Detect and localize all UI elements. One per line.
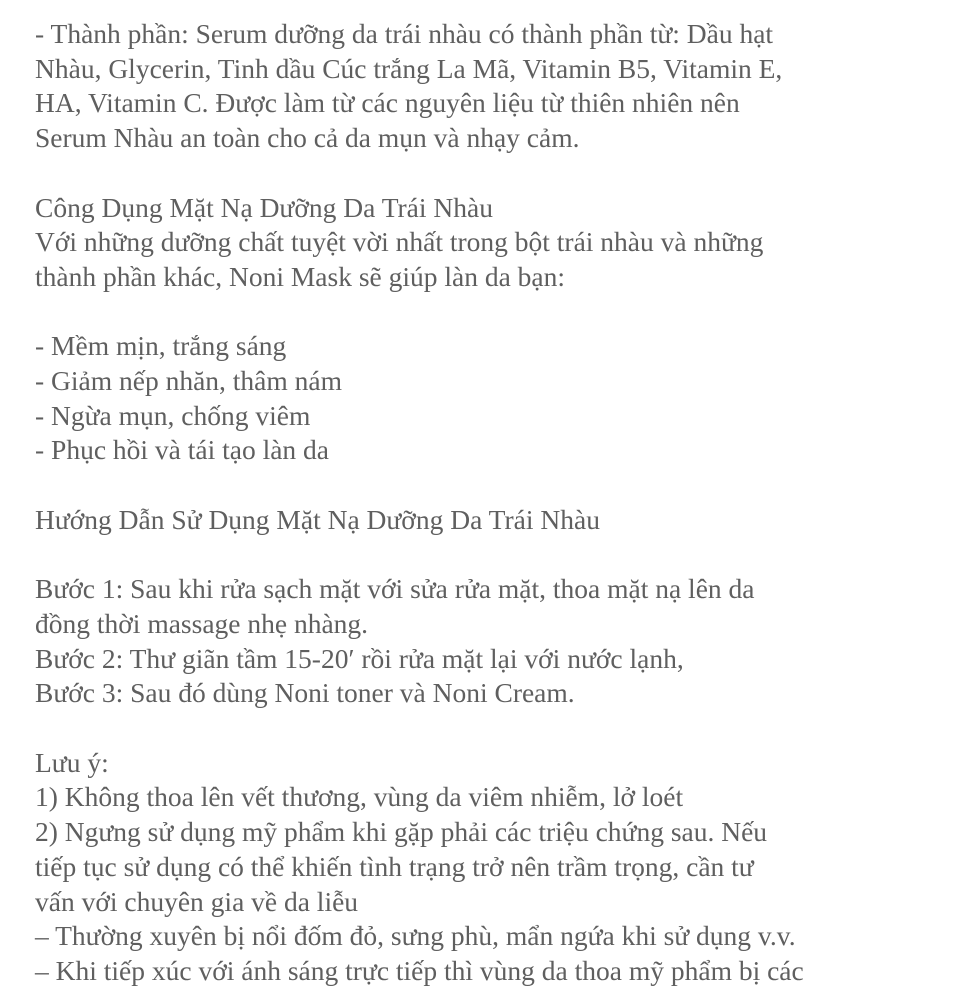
ingredients-line: HA, Vitamin C. Được làm từ các nguyên liệu từ thiên nhiên nên: [35, 87, 740, 119]
ingredients-section: [35, 17, 935, 156]
note-line: tiếp tục sử dụng có thể khiến tình trạng trở nên trầm trọng, cần tư: [35, 850, 754, 882]
note-line: 2) Ngưng sử dụng mỹ phẩm khi gặp phải các triệu chứng sau. Nếu: [35, 816, 768, 848]
benefit-item: - Phục hồi và tái tạo làn da: [35, 434, 330, 466]
usage-step-line: Bước 3: Sau đó dùng Noni toner và Noni Cream.: [35, 677, 575, 709]
benefit-item: - Giảm nếp nhăn, thâm nám: [35, 365, 342, 396]
usage-heading: Hướng Dẫn Sử Dụng Mặt Nạ Dưỡng Da Trái Nhàu: [35, 503, 600, 535]
ingredients-line: Nhàu, Glycerin, Tinh dầu Cúc trắng La Mã, Vitamin B5, Vitamin E,: [35, 52, 783, 84]
blank-line: [35, 468, 935, 503]
product-description: [35, 17, 935, 989]
usage-step-line: Bước 2: Thư giãn tầm 15-20′ rồi rửa mặt lại với nước lạnh,: [35, 642, 684, 674]
blank-line: [35, 295, 935, 330]
usage-section: [35, 503, 935, 711]
notes-heading: Lưu ý:: [35, 746, 109, 778]
notes-section: [35, 746, 935, 989]
ingredients-line: Serum Nhàu an toàn cho cả da mụn và nhạy cảm.: [35, 122, 580, 154]
blank-line: [35, 156, 935, 191]
benefits-heading: Công Dụng Mặt Nạ Dưỡng Da Trái Nhàu: [35, 191, 493, 223]
benefit-item: - Ngừa mụn, chống viêm: [35, 399, 311, 431]
usage-step-line: đồng thời massage nhẹ nhàng.: [35, 607, 369, 639]
benefits-intro-line: thành phần khác, Noni Mask sẽ giúp làn da bạn:: [35, 260, 566, 292]
note-line: – Khi tiếp xúc với ánh sáng trực tiếp thì vùng da thoa mỹ phẩm bị các: [35, 954, 804, 986]
note-line: 1) Không thoa lên vết thương, vùng da viêm nhiễm, lở loét: [35, 781, 684, 813]
usage-step-line: Bước 1: Sau khi rửa sạch mặt với sửa rửa mặt, thoa mặt nạ lên da: [35, 573, 755, 605]
note-line: vấn với chuyên gia về da liễu: [35, 885, 359, 917]
blank-line: [35, 711, 935, 746]
ingredients-line: - Thành phần: Serum dưỡng da trái nhàu có thành phần từ: Dầu hạt: [35, 18, 774, 49]
benefits-intro-line: Với những dưỡng chất tuyệt vời nhất trong bột trái nhàu và những: [35, 226, 764, 258]
note-line: – Thường xuyên bị nổi đốm đỏ, sưng phù, mẩn ngứa khi sử dụng v.v.: [35, 920, 796, 952]
blank-line: [35, 538, 935, 573]
benefit-item: - Mềm mịn, trắng sáng: [35, 330, 287, 362]
benefits-section: [35, 191, 935, 469]
